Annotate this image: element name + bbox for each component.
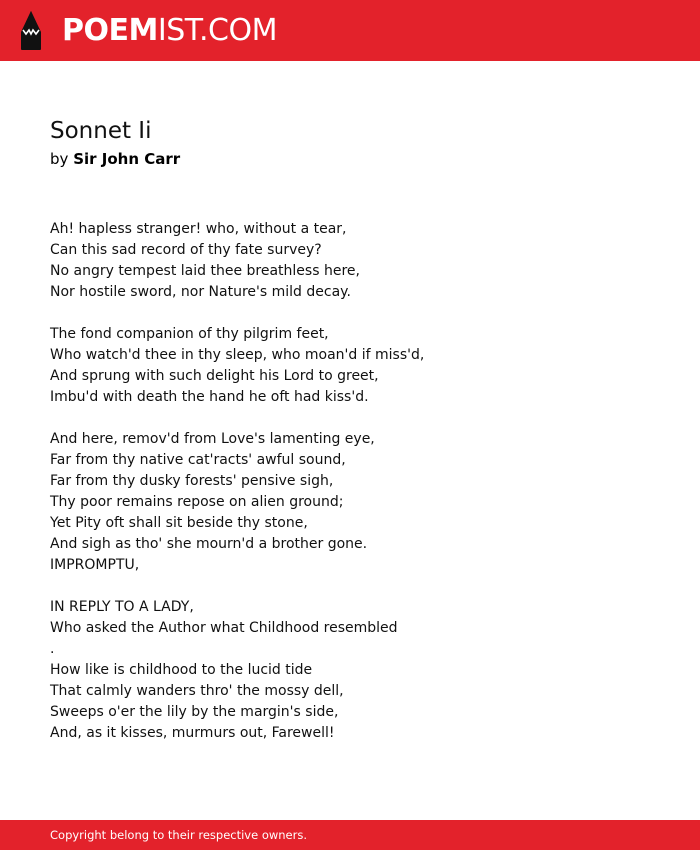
poem-line: Can this sad record of thy fate survey? [50,242,322,258]
site-header [0,0,700,61]
copyright-text: Copyright belong to their respective owners. [50,828,308,842]
poem-line: And sigh as tho' she mourn'd a brother gone. [50,536,368,552]
author-name: Sir John Carr [73,150,181,168]
poem-line: Who asked the Author what Childhood resembled [50,620,398,636]
poem-line: . [50,641,55,657]
poem-line: The fond companion of thy pilgrim feet, [50,326,329,342]
site-logo[interactable] [62,13,277,49]
stanza-break [50,576,650,597]
poem-line: And sprung with such delight his Lord to greet, [50,368,379,384]
by-label: by [50,150,69,168]
poem-line: Sweeps o'er the lily by the margin's side, [50,704,339,720]
poem-line: Nor hostile sword, nor Nature's mild decay. [50,284,351,300]
poem-line: Far from thy dusky forests' pensive sigh, [50,473,334,489]
poem-line: And here, remov'd from Love's lamenting eye, [50,431,375,447]
poem-line: Thy poor remains repose on alien ground; [50,494,344,510]
poem-line: No angry tempest laid thee breathless here, [50,263,360,279]
poem-line: How like is childhood to the lucid tide [50,662,313,678]
poem-line: Ah! hapless stranger! who, without a tear, [50,221,347,237]
stanza-break [50,408,650,429]
poem-line: Who watch'd thee in thy sleep, who moan'd if miss'd, [50,347,425,363]
poem-line: IN REPLY TO A LADY, [50,599,194,615]
logo-bold-text: POEM [62,13,158,48]
poem-line: IMPROMPTU, [50,557,140,573]
stanza-break [50,303,650,324]
poem-line: Imbu'd with death the hand he oft had kiss'd. [50,389,369,405]
poem-line: And, as it kisses, murmurs out, Farewell! [50,725,335,741]
byline [50,148,180,170]
poem-line: Far from thy native cat'racts' awful sound, [50,452,346,468]
site-footer [0,820,700,850]
logo-light-text: IST.COM [157,13,277,48]
poem-line: Yet Pity oft shall sit beside thy stone, [50,515,308,531]
pencil-icon[interactable] [18,10,44,51]
poem-title: Sonnet Ii [50,118,152,144]
poem-line: That calmly wanders thro' the mossy dell, [50,683,344,699]
poem-body [50,219,650,744]
